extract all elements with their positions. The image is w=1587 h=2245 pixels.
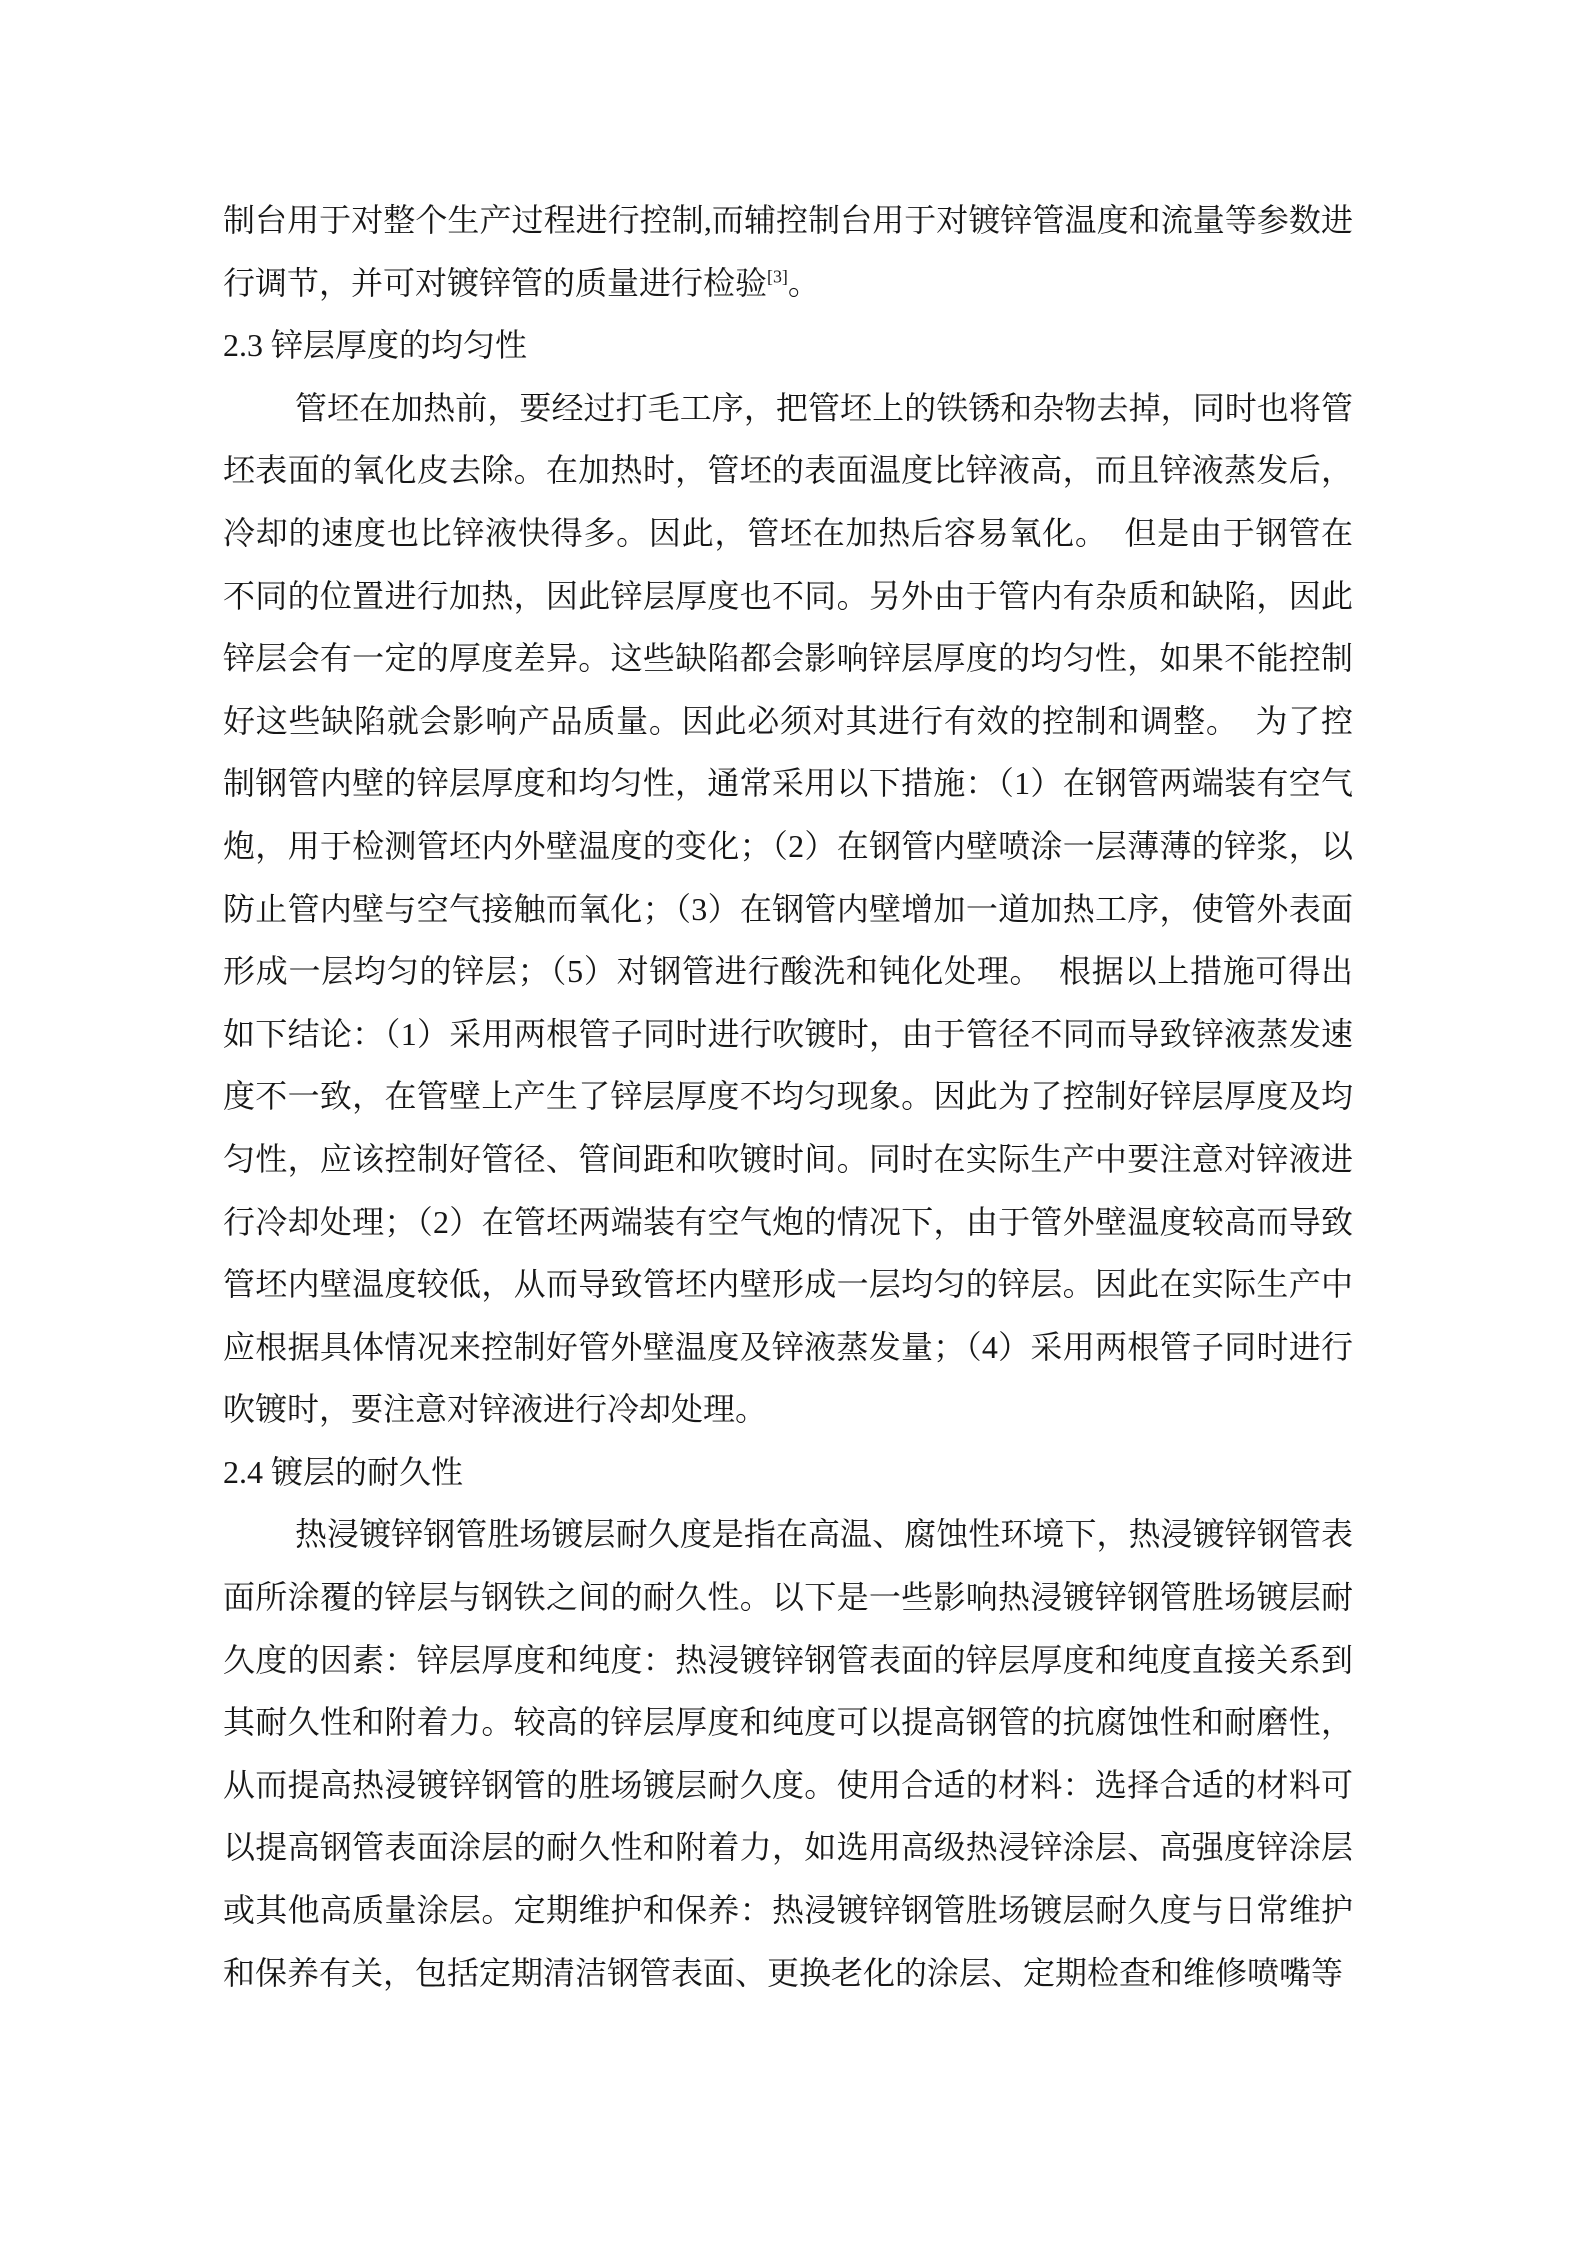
paragraph-coating-durability: 热浸镀锌钢管胜场镀层耐久度是指在高温、腐蚀性环境下，热浸镀锌钢管表面所涂覆的锌层与钢铁之间的耐久性。以下是一些影响热浸镀锌钢管胜场镀层耐久度的因素：锌层厚度和纯度：热浸镀锌钢管表面的锌层厚度和纯度直接关系到其耐久性和附着力。较高的锌层厚度和纯度可以提高钢管的抗腐蚀性和耐磨性，从而提高热浸镀锌钢管的胜场镀层耐久度。使用合适的材料：选择合适的材料可以提高钢管表面涂层的耐久性和附着力，如选用高级热浸锌涂层、高强度锌涂层或其他高质量涂层。定期维护和保养：热浸镀锌钢管胜场镀层耐久度与日常维护和保养有关，包括定期清洁钢管表面、更换老化的涂层、定期检查和维修喷嘴等 xyxy=(223,1516,1353,1991)
section-heading-2-3: 2.3 锌层厚度的均匀性 xyxy=(223,327,528,364)
footnote-reference-3: [3] xyxy=(767,265,788,286)
section-heading-2-4: 2.4 镀层的耐久性 xyxy=(223,1453,464,1490)
paragraph-zinc-layer-uniformity: 管坯在加热前，要经过打毛工序，把管坯上的铁锈和杂物去掉，同时也将管坯表面的氧化皮去除。在加热时，管坯的表面温度比锌液高，而且锌液蒸发后，冷却的速度也比锌液快得多。因此，管坯在加热后容易氧化。 但是由于钢管在不同的位置进行加热，因此锌层厚度也不同。另外由于管内有杂质和缺陷，因此锌层会有一定的厚度差异。这些缺陷都会影响锌层厚度的均匀性，如果不能控制好这些缺陷就会影响产品质量。因此必须对其进行有效的控制和调整。 为了控制钢管内壁的锌层厚度和均匀性，通常采用以下措施：（1）在钢管两端装有空气炮，用于检测管坯内外壁温度的变化；（2）在钢管内壁喷涂一层薄薄的锌浆，以防止管内壁与空气接触而氧化；（3）在钢管内壁增加一道加热工序，使管外表面形成一层均匀的锌层；（5）对钢管进行酸洗和钝化处理。 根据以上措施可得出如下结论：（1）采用两根管子同时进行吹镀时，由于管径不同而导致锌液蒸发速度不一致，在管壁上产生了锌层厚度不均匀现象。因此为了控制好锌层厚度及均匀性，应该控制好管径、管间距和吹镀时间。同时在实际生产中要注意对锌液进行冷却处理；（2）在管坯两端装有空气炮的情况下，由于管外壁温度较高而导致管坯内壁温度较低，从而导致管坯内壁形成一层均匀的锌层。因此在实际生产中应根据具体情况来控制好管外壁温度及锌液蒸发量；（4）采用两根管子同时进行吹镀时，要注意对锌液进行冷却处理。 xyxy=(223,389,1353,1428)
document-body xyxy=(223,189,1353,2004)
paragraph-text: 制台用于对整个生产过程进行控制,而辅控制台用于对镀锌管温度和流量等参数进行调节，并可对镀锌管的质量进行检验 xyxy=(223,202,1353,301)
paragraph-control-console xyxy=(223,189,1353,314)
paragraph-text: 。 xyxy=(787,264,820,301)
